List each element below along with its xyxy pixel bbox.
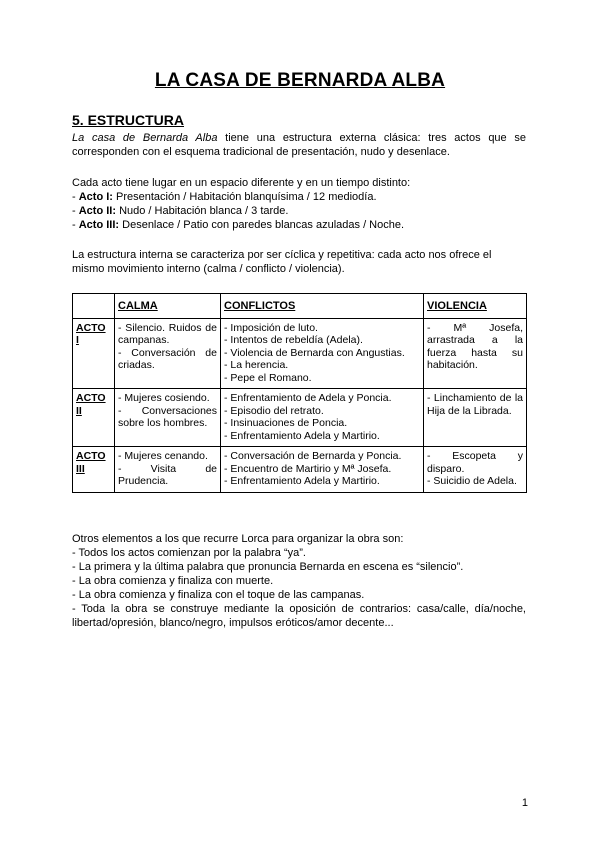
acts-intro: Cada acto tiene lugar en un espacio diferente y en un tiempo distinto: [72,177,411,189]
cell-line: - Episodio del retrato. [224,404,324,417]
calma-cell [115,389,221,447]
cell-line: - Violencia de Bernarda con Angustias. [224,346,405,359]
cell-line: - Conversaciones sobre los hombres. [118,404,217,429]
act-label: Acto II: [78,205,117,217]
act-text: Desenlace / Patio con paredes blancas azuladas / Noche. [119,219,405,231]
work-title-italic: La casa de Bernarda Alba [72,132,218,144]
calma-cell [115,318,221,389]
cell-line: - La herencia. [224,359,289,371]
conflictos-cell [221,447,424,493]
act-cell: ACTO II [73,389,115,447]
act-text: Presentación / Habitación blanquísima / 12 mediodía. [112,191,377,203]
header-calma: CALMA [115,294,221,319]
header-violencia: VIOLENCIA [424,294,527,319]
table-header-row [73,294,527,319]
document-title: LA CASA DE BERNARDA ALBA [154,70,446,91]
cell-line: - Linchamiento de la Hija de la Librada. [427,392,523,417]
list-item: - Toda la obra se construye mediante la oposición de contrarios: casa/calle, día/noche, libertad/opresión, blanco/negro, impulsos eróticos/amor decente... [72,603,526,629]
act-text: Nudo / Habitación blanca / 3 tarde. [116,205,289,217]
cell-line: - Pepe el Romano. [224,371,312,384]
cell-line: - Enfrentamiento Adela y Martirio. [224,475,380,487]
act-dash: - [72,219,79,231]
act-label: Acto III: [78,219,120,231]
cell-line: - Visita de Prudencia. [118,462,217,487]
act-dash: - [72,191,79,203]
header-empty [73,294,115,319]
cell-line: - Suicidio de Adela. [427,475,517,487]
table-row [73,318,527,389]
act-dash: - [72,205,79,217]
cell-line: - Intentos de rebeldía (Adela). [224,334,363,346]
cell-line: - Conversación de criadas. [118,346,217,371]
table-row [73,389,527,447]
violencia-cell [424,447,527,493]
cell-line: - Mujeres cosiendo. [118,392,210,404]
list-item: - La obra comienza y finaliza con muerte. [72,575,274,587]
structure-table [72,293,527,493]
calma-cell [115,447,221,493]
cell-line: - Silencio. Ruidos de campanas. [118,321,217,346]
act-line [72,218,526,232]
other-elements-paragraph [72,532,526,630]
cell-line: - Encuentro de Martirio y Mª Josefa. [224,462,392,475]
violencia-cell [424,389,527,447]
cell-line: - Enfrentamiento de Adela y Poncia. [224,392,392,404]
act-line [72,190,526,204]
cell-line: - Escopeta y disparo. [427,450,523,475]
list-item: - Todos los actos comienzan por la palabra “ya”. [72,547,306,559]
act-label: Acto I: [78,191,113,203]
section-heading: 5. ESTRUCTURA [72,112,185,128]
cell-line: - Mujeres cenando. [118,450,208,462]
intro-paragraph [72,131,526,159]
cell-line: - Conversación de Bernarda y Poncia. [224,450,402,462]
list-item: - La obra comienza y finaliza con el toque de las campanas. [72,589,365,601]
list-item: - La primera y la última palabra que pronuncia Bernarda en escena es “silencio”. [72,561,464,573]
intro-text: tiene una estructura externa clásica: tres actos que se corresponden con el esquema tradicional de presentación, nudo y desenlace. [72,132,527,158]
cell-line: - Imposición de luto. [224,321,318,334]
internal-structure-paragraph: La estructura interna se caracteriza por ser cíclica y repetitiva: cada acto nos ofrece el mismo movimiento interno (calma / conflicto / violencia). [72,249,492,275]
cell-line: - Insinuaciones de Poncia. [224,417,348,429]
table-row [73,447,527,493]
cell-line: - Mª Josefa, arrastrada a la fuerza hasta su habitación. [427,321,523,371]
acts-paragraph [72,176,526,232]
header-conflictos: CONFLICTOS [221,294,424,319]
act-cell: ACTO III [73,447,115,493]
act-line [72,204,526,218]
cell-line: - Enfrentamiento Adela y Martirio. [224,429,380,442]
violencia-cell [424,318,527,389]
conflictos-cell [221,318,424,389]
act-cell: ACTO I [73,318,115,389]
other-elements-intro: Otros elementos a los que recurre Lorca para organizar la obra son: [72,533,404,545]
conflictos-cell [221,389,424,447]
page-number: 1 [521,797,528,809]
